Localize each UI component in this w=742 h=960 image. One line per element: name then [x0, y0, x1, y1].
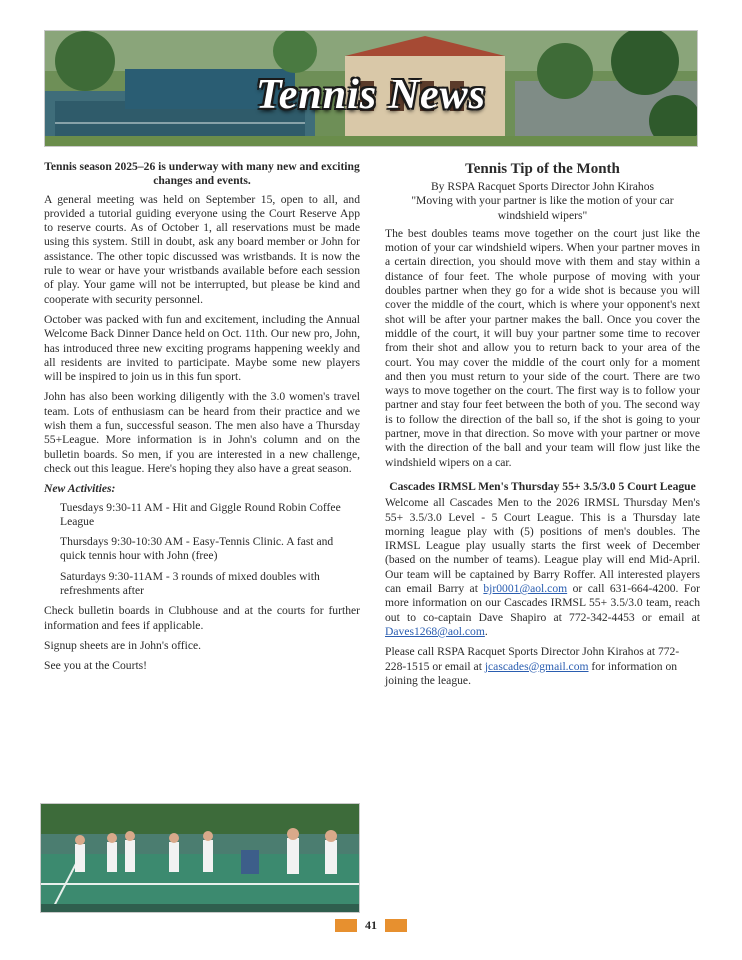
tennis-players-photo [40, 803, 360, 913]
league-text: Please call RSPA Racquet Sports Director John Kirahos at 772-228-1515 or email at [385, 645, 680, 673]
league-text: . [484, 624, 488, 638]
left-paragraph-2: October was packed with fun and excitement, including the Annual Welcome Back Dinner Dance held on Oct. 11th. Our new pro, John, has introduced three new exciting programs happening weekly and all residents are invited to participate. Maybe some new players will be inspired to join us in this fun sport. [44, 312, 360, 384]
league-heading: Cascades IRMSL Men's Thursday 55+ 3.5/3.0 5 Court League [389, 479, 696, 493]
footer-left-tab [335, 919, 357, 932]
league-paragraph-1 [385, 496, 700, 639]
left-lead-heading: Tennis season 2025–26 is underway with many new and exciting changes and events. [44, 160, 360, 188]
tip-paragraph: The best doubles teams move together on the court just like the motion of your car windshield wipers. When your partner moves in a certain direction, you should move with them and stay within a distance of four feet. The whole purpose of moving with your doubles partner when they go for a wide shot is because you will cover the middle of the court, which is where your opponent's next shot will be after your partner makes the ball. Once you cover the middle of the court, it will buy your partner some time to recover from their shot and allow you to return back to your area of the court. You may cover the middle of the court only for a moment and then you must return to your side of the court. There are two ways to move together on the court. The first way is to follow your partner and stay four feet between the both of you. The second way is to follow the direction of the ball so, if the shot is going to your partner, move in that direction. So move with your partner or move with the direction of the ball and your team will flow just like the windshield wipers on a car. [385, 226, 700, 469]
activity-item: Saturdays 9:30-11AM - 3 rounds of mixed doubles with refreshments after [60, 569, 320, 598]
activity-item: Tuesdays 9:30-11 AM - Hit and Giggle Round Robin Coffee League [60, 500, 341, 528]
right-column [385, 160, 700, 694]
league-paragraph-2 [385, 645, 700, 688]
tip-byline: By RSPA Racquet Sports Director John Kirahos [430, 180, 655, 193]
league-text: Welcome all Cascades Men to the 2026 IRMSL Thursday Men's 55+ 3.5/3.0 Level - 5 Court League. This is a Thursday late morning league play with (5) positions of men's doubles. The IRMSL League play usually starts the first week of December (based on the number of teams). League play will end Mid-April. Our team will be captained by Barry Roffer. All interested players can email Barry at [385, 496, 700, 596]
footer-right-tab [385, 919, 407, 932]
email-link-john[interactable]: jcascades@gmail.com [484, 659, 589, 673]
page-number: 41 [365, 917, 377, 932]
left-paragraph-1: A general meeting was held on September 15, open to all, and provided a tutorial guiding everyone using the Court Reserve App to reserve courts. As of October 1, all reservations must be made using this system. Still in doubt, ask any board member or John for assistance. The other topic discussed was wristbands. It is now the rule to wear or have your wristbands available before each session of play. Your game will not be interrupted, but please be kind and cooperate with security personnel. [44, 192, 360, 306]
league-text: for information on joining the league. [385, 659, 678, 687]
email-link-dave[interactable]: Daves1268@aol.com [385, 624, 485, 638]
left-paragraph-3: John has also been working diligently with the 3.0 women's travel team. Lots of enthusiasm can be heard from their practice and we wish them a fun, successful season. The men also have a Thursday 55+League. More information is in John's column and on the bulletin boards. So men, if you are interested in a new challenge, check out this league. Here's hoping they also have a great season. [44, 390, 360, 475]
left-paragraph-5: Signup sheets are in John's office. [44, 638, 202, 652]
league-text: or call 631-664-4200. For more information on our Cascades IRMSL 55+ 3.5/3.0 team, reach out to co-captain Dave Shapiro at 772-342-4453 or email at [385, 582, 701, 624]
banner-photo [44, 30, 698, 147]
left-paragraph-4: Check bulletin boards in Clubhouse and at the courts for further information and fees if applicable. [44, 604, 360, 632]
activity-item: Thursdays 9:30-10:30 AM - Easy-Tennis Clinic. A fast and quick tennis hour with John (free) [60, 535, 334, 563]
activities-heading: New Activities: [44, 482, 116, 496]
banner-title: Tennis News [255, 72, 486, 118]
left-column [44, 160, 360, 680]
tip-title: Tennis Tip of the Month [465, 161, 620, 177]
email-link-barry[interactable]: bjr0001@aol.com [483, 582, 568, 596]
left-paragraph-6: See you at the Courts! [44, 659, 148, 673]
tip-quote: "Moving with your partner is like the motion of your car windshield wipers" [411, 194, 674, 222]
page-footer [0, 917, 742, 933]
players-scene [41, 804, 359, 912]
